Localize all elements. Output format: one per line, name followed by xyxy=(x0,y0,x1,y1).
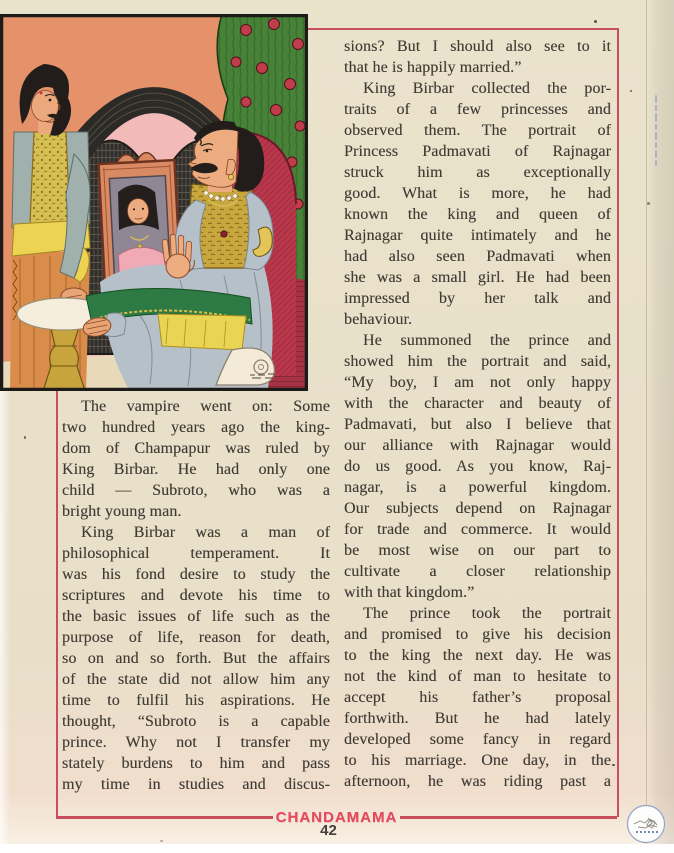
scan-speckle xyxy=(24,436,26,439)
scan-speckle xyxy=(612,764,615,766)
text-line: our alliance with Rajnagar would xyxy=(344,437,611,454)
text-line: the basic issues of life such as the xyxy=(62,608,330,625)
text-line: Rajnagar quite intimately and he xyxy=(344,227,611,244)
text-line: for trade and commerce. It would xyxy=(344,521,611,538)
story-paragraph xyxy=(62,396,330,522)
text-line: she was a small girl. He had been xyxy=(344,269,611,286)
text-line: good. What is more, he had xyxy=(344,185,611,202)
text-line: was his fond desire to study the xyxy=(62,566,330,583)
text-line: child — Subroto, who was a xyxy=(62,482,330,499)
text-line: impressed by her talk and xyxy=(344,290,611,307)
text-line: scriptures and devote his time to xyxy=(62,587,330,604)
story-paragraph xyxy=(344,36,611,78)
text-line: King Birbar was a man of xyxy=(81,524,330,541)
text-line: and promised to give his decision xyxy=(344,626,611,643)
text-line: so on and so forth. But the affairs xyxy=(62,650,330,667)
edge-watermark xyxy=(648,94,664,166)
text-line: time to fulfil his aspirations. He xyxy=(62,692,330,709)
watermark-stamp xyxy=(626,804,666,844)
text-line: struck him as exceptionally xyxy=(344,164,611,181)
text-line: my time in studies and discus- xyxy=(62,776,330,793)
text-line: Padmavati, but also I believe that xyxy=(344,416,611,433)
text-line: to his marriage. One day, in the xyxy=(344,752,611,769)
story-column-right xyxy=(344,36,611,792)
text-line: accept his father’s proposal xyxy=(344,689,611,706)
text-line: bright young man. xyxy=(62,503,182,520)
text-line: with that kingdom.” xyxy=(344,584,475,601)
footer-rule-right xyxy=(400,816,617,819)
footer-rule-left xyxy=(56,816,273,819)
text-line: forthwith. But he had lately xyxy=(344,710,611,727)
text-line: known the king and queen of xyxy=(344,206,611,223)
text-line: Our subjects depend on Rajnagar xyxy=(344,500,611,517)
text-line: to the king the next day. He was xyxy=(344,647,611,664)
text-line: had also seen Padmavati when xyxy=(344,248,611,265)
scan-speckle xyxy=(594,20,597,23)
text-line: The prince took the portrait xyxy=(363,605,611,622)
page-number: 42 xyxy=(320,822,337,839)
text-line: cultivate a closer relationship xyxy=(344,563,611,580)
scan-speckle xyxy=(630,90,632,92)
text-line: “My boy, I am not only happy xyxy=(344,374,611,391)
text-line: observed them. The portrait of xyxy=(344,122,611,139)
story-illustration xyxy=(0,14,308,391)
text-line: prince. Why not I transfer my xyxy=(62,734,330,751)
text-line: afternoon, he was riding past a xyxy=(344,773,611,790)
text-line: Princess Padmavati of Rajnagar xyxy=(344,143,611,160)
story-paragraph xyxy=(62,522,330,795)
scan-speckle xyxy=(647,202,650,205)
text-line: The vampire went on: Some xyxy=(81,398,330,415)
text-line: thought, “Subroto is a capable xyxy=(62,713,330,730)
text-line: purpose of life, reason for death, xyxy=(62,629,330,646)
text-line: stately burdens to him and pass xyxy=(62,755,330,772)
scan-speckle xyxy=(160,840,163,842)
text-line: be most wise on our part to xyxy=(344,542,611,559)
story-paragraph xyxy=(344,603,611,792)
text-line: nagar, is a powerful kingdom. xyxy=(344,479,611,496)
text-line: of the state did not allow him any xyxy=(62,671,330,688)
text-line: not the kind of man to hesitate to xyxy=(344,668,611,685)
magazine-title: CHANDAMAMA xyxy=(275,809,398,826)
text-line: with the character and beauty of xyxy=(344,395,611,412)
text-line: do us good. As you know, Raj- xyxy=(344,458,611,475)
text-line: showed him the portrait and said, xyxy=(344,353,611,370)
text-line: traits of a few princesses and xyxy=(344,101,611,118)
text-line: two hundred years ago the king- xyxy=(62,419,330,436)
text-line: philosophical temperament. It xyxy=(62,545,330,562)
text-line: King Birbar. He had only one xyxy=(62,461,330,478)
text-line: sions? But I should also see to it xyxy=(344,38,611,55)
text-line: He summoned the prince and xyxy=(363,332,611,349)
text-line: King Birbar collected the por- xyxy=(363,80,611,97)
text-line: dom of Champapur was ruled by xyxy=(62,440,330,457)
text-line: developed some fancy in regard xyxy=(344,731,611,748)
text-line: behaviour. xyxy=(344,311,413,328)
story-paragraph xyxy=(344,78,611,330)
story-column-left xyxy=(62,396,330,795)
story-paragraph xyxy=(344,330,611,603)
text-line: that he is happily married.” xyxy=(344,59,522,76)
